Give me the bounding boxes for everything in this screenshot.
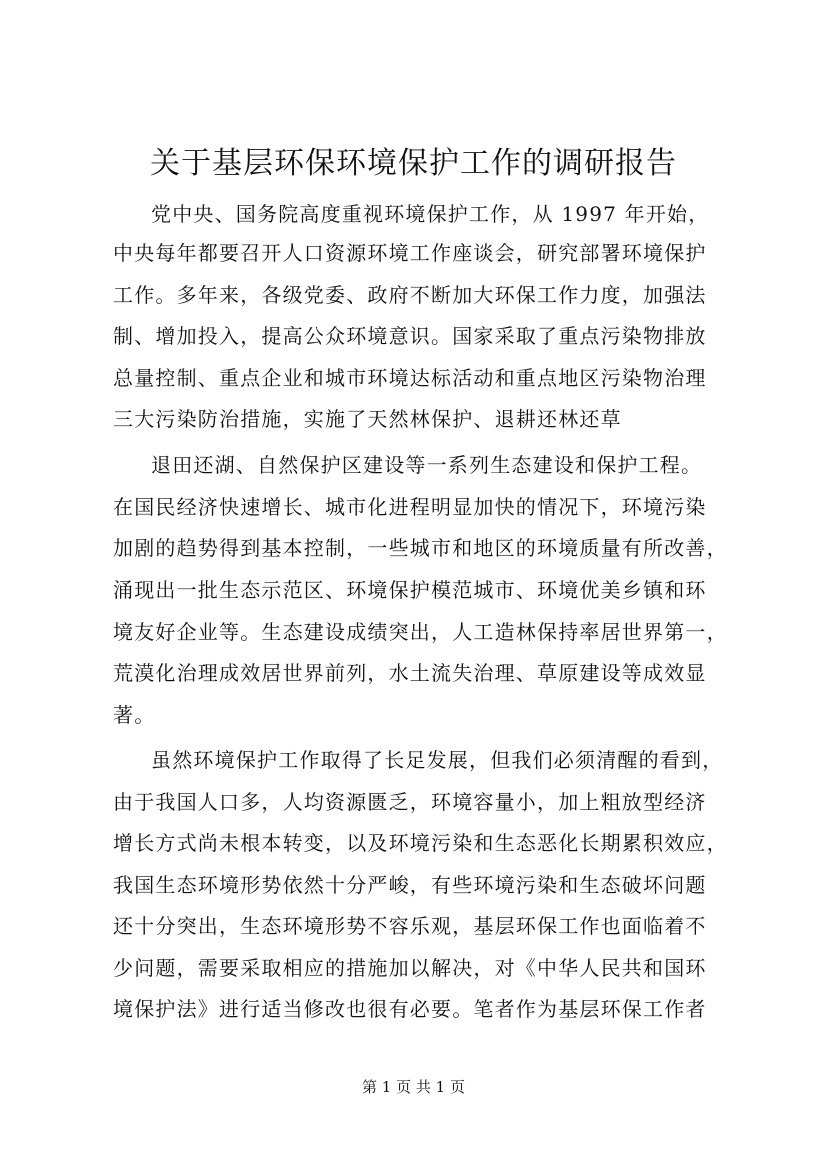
paragraph-3-line-6: 少问题，需要采取相应的措施加以解决，对《中华人民共和国环: [113, 956, 707, 980]
paragraph-2-line-7: 著。: [113, 703, 156, 727]
paragraph-1-line-5: 总量控制、重点企业和城市环境达标活动和重点地区污染物治理: [113, 366, 707, 390]
paragraph-3-line-4: 我国生态环境形势依然十分严峻，有些环境污染和生态破坏问题: [113, 873, 707, 897]
paragraph-3-line-3: 增长方式尚未根本转变，以及环境污染和生态恶化长期累积效应，: [113, 831, 728, 855]
paragraph-2-line-1: 退田还湖、自然保护区建设等一系列生态建设和保护工程。: [151, 453, 703, 477]
paragraph-2-line-3: 加剧的趋势得到基本控制，一些城市和地区的环境质量有所改善，: [113, 536, 728, 560]
paragraph-2-line-2: 在国民经济快速增长、城市化进程明显加快的情况下，环境污染: [113, 495, 707, 519]
document-title: 关于基层环保环境保护工作的调研报告: [150, 146, 677, 181]
paragraph-2-line-6: 荒漠化治理成效居世界前列，水土流失治理、草原建设等成效显: [113, 661, 707, 685]
paragraph-3-line-7: 境保护法》进行适当修改也很有必要。笔者作为基层环保工作者: [113, 997, 707, 1021]
paragraph-3-line-2: 由于我国人口多，人均资源匮乏，环境容量小，加上粗放型经济: [113, 790, 707, 814]
paragraph-1-line-2: 中央每年都要召开人口资源环境工作座谈会，研究部署环境保护: [113, 241, 707, 265]
paragraph-3-line-5: 还十分突出，生态环境形势不容乐观，基层环保工作也面临着不: [113, 914, 707, 938]
page-footer: 第 1 页 共 1 页: [362, 1078, 465, 1096]
paragraph-1-line-4: 制、增加投入，提高公众环境意识。国家采取了重点污染物排放: [113, 324, 707, 348]
paragraph-1-line-3: 工作。多年来，各级党委、政府不断加大环保工作力度，加强法: [113, 283, 707, 307]
paragraph-2-line-5: 境友好企业等。生态建设成绩突出，人工造林保持率居世界第一，: [113, 620, 728, 644]
paragraph-3-line-1: 虽然环境保护工作取得了长足发展，但我们必须清醒的看到，: [151, 748, 724, 772]
paragraph-1-line-6: 三大污染防治措施，实施了天然林保护、退耕还林还草: [113, 407, 622, 431]
paragraph-1-line-1: 党中央、国务院高度重视环境保护工作，从 1997 年开始，: [151, 202, 710, 226]
paragraph-2-line-4: 涌现出一批生态示范区、环境保护模范城市、环境优美乡镇和环: [113, 578, 707, 602]
